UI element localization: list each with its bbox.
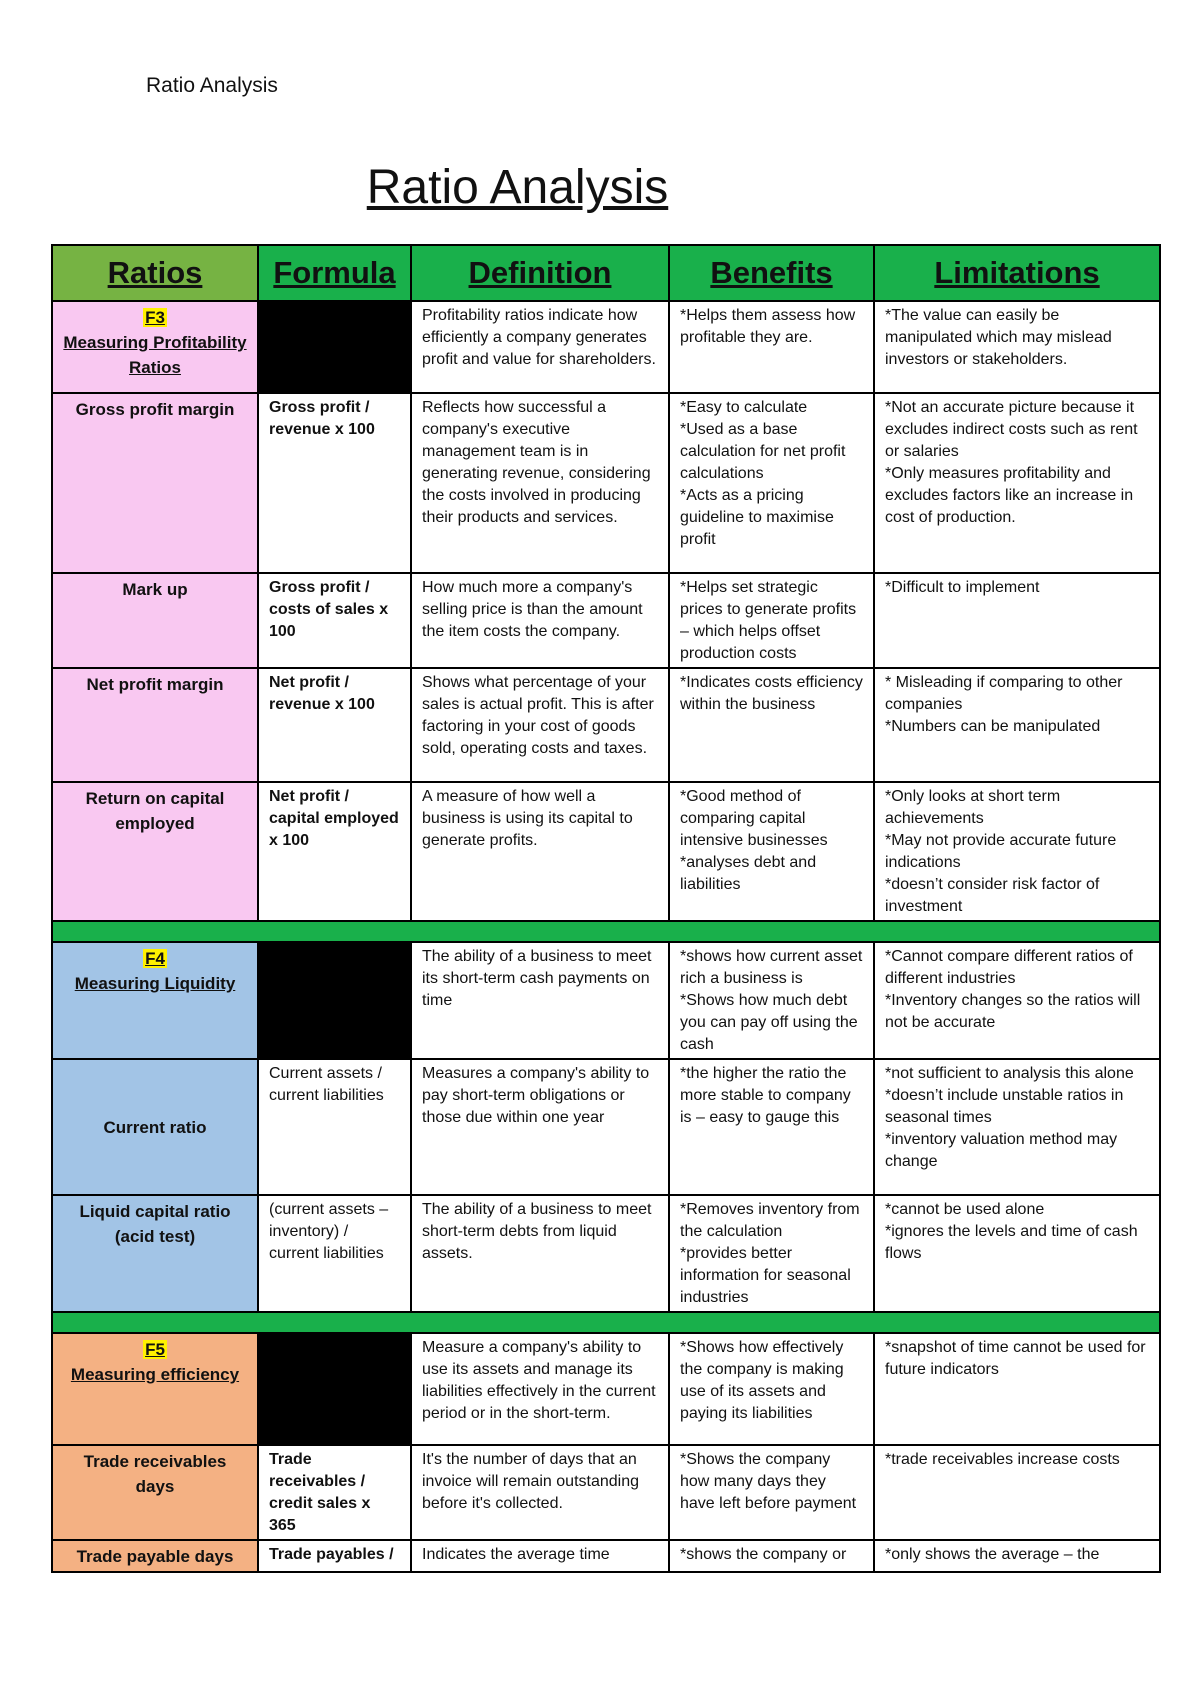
ratio-table (51, 244, 1161, 1573)
formula-cell: Net profit / revenue x 100 (258, 668, 411, 782)
benefits-cell: *shows how current asset rich a business is *Shows how much debt you can pay off using the cash (669, 942, 874, 1059)
benefits-cell: *Helps set strategic prices to generate profits – which helps offset production costs (669, 573, 874, 668)
table-row (52, 1445, 1160, 1540)
table-row (52, 1059, 1160, 1195)
ratio-name: Net profit margin (52, 668, 258, 782)
header-ratios: Ratios (52, 245, 258, 301)
definition-cell: The ability of a business to meet short-term debts from liquid assets. (411, 1195, 669, 1312)
formula-blank (258, 301, 411, 393)
table-header-row (52, 245, 1160, 301)
formula-cell: Net profit / capital employed x 100 (258, 782, 411, 921)
header-formula: Formula (258, 245, 411, 301)
definition-cell: Reflects how successful a company's executive management team is in generating revenue, considering the costs involved in producing their products and services. (411, 393, 669, 573)
limitations-cell: *Not an accurate picture because it excludes indirect costs such as rent or salaries *Only measures profitability and excludes factors like an increase in cost of production. (874, 393, 1160, 573)
table-row (52, 1195, 1160, 1312)
ratio-name: Liquid capital ratio (acid test) (52, 1195, 258, 1312)
formula-cell: Trade payables / (258, 1540, 411, 1572)
section-name: Measuring Liquidity (74, 974, 236, 993)
section-divider (52, 1312, 1160, 1333)
section-divider (52, 921, 1160, 942)
ratio-name: Current ratio (52, 1059, 258, 1195)
limitations-cell: *The value can easily be manipulated which may mislead investors or stakeholders. (874, 301, 1160, 393)
benefits-cell: *Shows the company how many days they have left before payment (669, 1445, 874, 1540)
formula-blank (258, 1333, 411, 1445)
ratio-name: Return on capital employed (52, 782, 258, 921)
benefits-cell: *the higher the ratio the more stable to company is – easy to gauge this (669, 1059, 874, 1195)
definition-cell: It's the number of days that an invoice will remain outstanding before it's collected. (411, 1445, 669, 1540)
limitations-cell: *only shows the average – the (874, 1540, 1160, 1572)
definition-cell: Shows what percentage of your sales is actual profit. This is after factoring in your cost of goods sold, operating costs and taxes. (411, 668, 669, 782)
header-benefits: Benefits (669, 245, 874, 301)
limitations-cell: *snapshot of time cannot be used for future indicators (874, 1333, 1160, 1445)
ratio-name: Trade payable days (52, 1540, 258, 1572)
formula-blank (258, 942, 411, 1059)
benefits-cell: *Easy to calculate *Used as a base calculation for net profit calculations *Acts as a pricing guideline to maximise profit (669, 393, 874, 573)
section-label (52, 942, 258, 1059)
table-row (52, 782, 1160, 921)
ratio-name: Trade receivables days (52, 1445, 258, 1540)
formula-cell: (current assets – inventory) / current liabilities (258, 1195, 411, 1312)
limitations-cell: *Only looks at short term achievements *May not provide accurate future indications *doesn’t consider risk factor of investment (874, 782, 1160, 921)
formula-cell: Trade receivables / credit sales x 365 (258, 1445, 411, 1540)
benefits-cell: *Shows how effectively the company is making use of its assets and paying its liabilities (669, 1333, 874, 1445)
formula-cell: Current assets / current liabilities (258, 1059, 411, 1195)
section-row-liquidity (52, 942, 1160, 1059)
benefits-cell: *shows the company or (669, 1540, 874, 1572)
section-label (52, 301, 258, 393)
limitations-cell: *Difficult to implement (874, 573, 1160, 668)
section-name: Measuring Profitability Ratios (63, 333, 247, 377)
section-code: F4 (145, 949, 165, 968)
definition-cell: Measures a company's ability to pay short-term obligations or those due within one year (411, 1059, 669, 1195)
definition-cell: Indicates the average time (411, 1540, 669, 1572)
divider-cell (52, 1312, 1160, 1333)
limitations-cell: *Cannot compare different ratios of different industries *Inventory changes so the ratios will not be accurate (874, 942, 1160, 1059)
table-row (52, 393, 1160, 573)
section-row-efficiency (52, 1333, 1160, 1445)
formula-cell: Gross profit / costs of sales x 100 (258, 573, 411, 668)
definition-cell: A measure of how well a business is using its capital to generate profits. (411, 782, 669, 921)
table-row (52, 668, 1160, 782)
table-row (52, 1540, 1160, 1572)
benefits-cell: *Removes inventory from the calculation *provides better information for seasonal industries (669, 1195, 874, 1312)
section-name: Measuring efficiency (70, 1365, 240, 1384)
limitations-cell: * Misleading if comparing to other companies *Numbers can be manipulated (874, 668, 1160, 782)
benefits-cell: *Helps them assess how profitable they are. (669, 301, 874, 393)
definition-cell: How much more a company's selling price is than the amount the item costs the company. (411, 573, 669, 668)
running-header: Ratio Analysis (146, 74, 278, 97)
document-title: Ratio Analysis (366, 161, 669, 214)
ratio-name: Gross profit margin (52, 393, 258, 573)
definition-cell: The ability of a business to meet its short-term cash payments on time (411, 942, 669, 1059)
section-label (52, 1333, 258, 1445)
limitations-cell: *not sufficient to analysis this alone *doesn’t include unstable ratios in seasonal times *inventory valuation method may change (874, 1059, 1160, 1195)
table-row (52, 573, 1160, 668)
section-code: F5 (145, 1340, 165, 1359)
header-definition: Definition (411, 245, 669, 301)
limitations-cell: *cannot be used alone *ignores the levels and time of cash flows (874, 1195, 1160, 1312)
divider-cell (52, 921, 1160, 942)
header-limitations: Limitations (874, 245, 1160, 301)
section-code: F3 (145, 308, 165, 327)
definition-cell: Measure a company's ability to use its assets and manage its liabilities effectively in the current period or in the short-term. (411, 1333, 669, 1445)
benefits-cell: *Good method of comparing capital intensive businesses *analyses debt and liabilities (669, 782, 874, 921)
ratio-name: Mark up (52, 573, 258, 668)
benefits-cell: *Indicates costs efficiency within the business (669, 668, 874, 782)
definition-cell: Profitability ratios indicate how efficiently a company generates profit and value for shareholders. (411, 301, 669, 393)
formula-cell: Gross profit / revenue x 100 (258, 393, 411, 573)
section-row-profitability (52, 301, 1160, 393)
limitations-cell: *trade receivables increase costs (874, 1445, 1160, 1540)
